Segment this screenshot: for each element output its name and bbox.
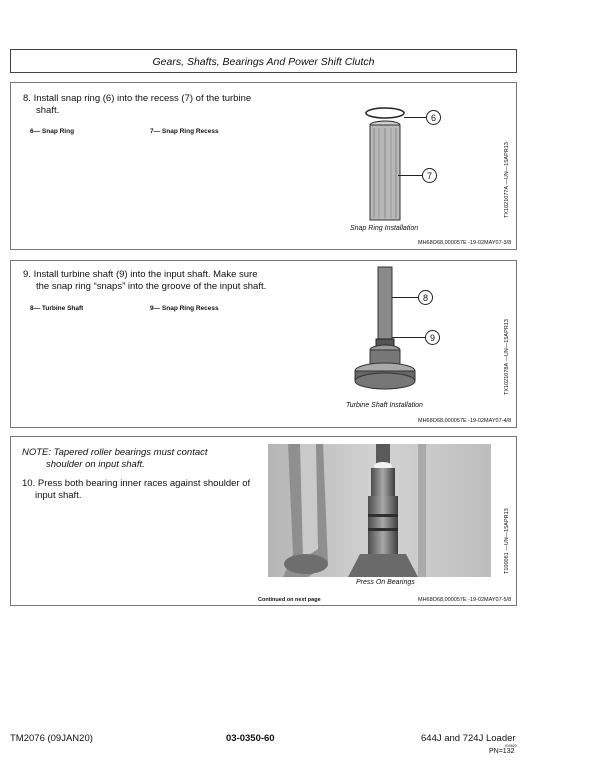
footer-small-code: 010620 [505,744,517,748]
legend-item: 7— Snap Ring Recess [150,128,219,135]
note-line: NOTE: Tapered roller bearings must contact [22,447,208,458]
page-header-title: Gears, Shafts, Bearings And Power Shift Clutch [152,56,375,68]
callout-6: 6 [426,110,441,125]
footer-manual-id: TM2076 (09JAN20) [10,733,93,744]
figure-code: TX1021077A —UN—15APR13 [504,142,510,218]
reference-code: MH68O68,000057E -19-02MAY07-3/8 [418,240,512,246]
footer-page-number: PN=132 [489,748,515,755]
figure-code: TX1021078A —UN—15APR13 [504,319,510,395]
figure-code: T100061 —UN—15APR13 [504,508,510,574]
figure-caption: Turbine Shaft Installation [346,402,423,409]
step-number: 9. [23,269,31,280]
callout-8: 8 [418,290,433,305]
note-line: shoulder on input shaft. [46,459,145,470]
step-text-line: Install snap ring (6) into the recess (7) of the turbine [33,93,252,104]
reference-code: MH68O68,000057E -19-02MAY07-4/8 [418,418,512,424]
callout-7: 7 [422,168,437,183]
callout-9: 9 [425,330,440,345]
press-on-bearings-photo [268,444,491,577]
note-text [22,447,208,471]
legend-item: 9— Snap Ring Recess [150,305,219,312]
step-8-text [23,93,251,117]
footer-section-number: 03-0350-60 [226,733,275,744]
step-text-line: Press both bearing inner races against shoulder of [37,478,251,489]
figure-caption: Snap Ring Installation [350,225,419,232]
callout-leader [392,297,418,298]
step-10-text [22,478,250,502]
step-text-line: the snap ring “snaps” into the groove of the input shaft. [36,281,267,292]
legend-item: 8— Turbine Shaft [30,305,84,312]
header-bottom-rule [10,72,517,73]
step-text-line: Install turbine shaft (9) into the input shaft. Make sure [33,269,258,280]
step-number: 10. [22,478,36,489]
step-number: 8. [23,93,31,104]
callout-leader [404,117,426,118]
reference-code: MH68O68,000057E -19-02MAY07-5/8 [418,597,512,603]
callout-leader [398,175,422,176]
step-text-line: shaft. [36,105,60,116]
callout-leader [392,337,426,338]
header-top-rule [10,49,517,50]
legend-item: 6— Snap Ring [30,128,75,135]
figure-caption: Press On Bearings [356,579,415,586]
step-9-text [23,269,266,293]
footer-model: 644J and 724J Loader [421,733,516,744]
step-text-line: input shaft. [35,490,82,501]
continued-note: Continued on next page [258,597,321,603]
